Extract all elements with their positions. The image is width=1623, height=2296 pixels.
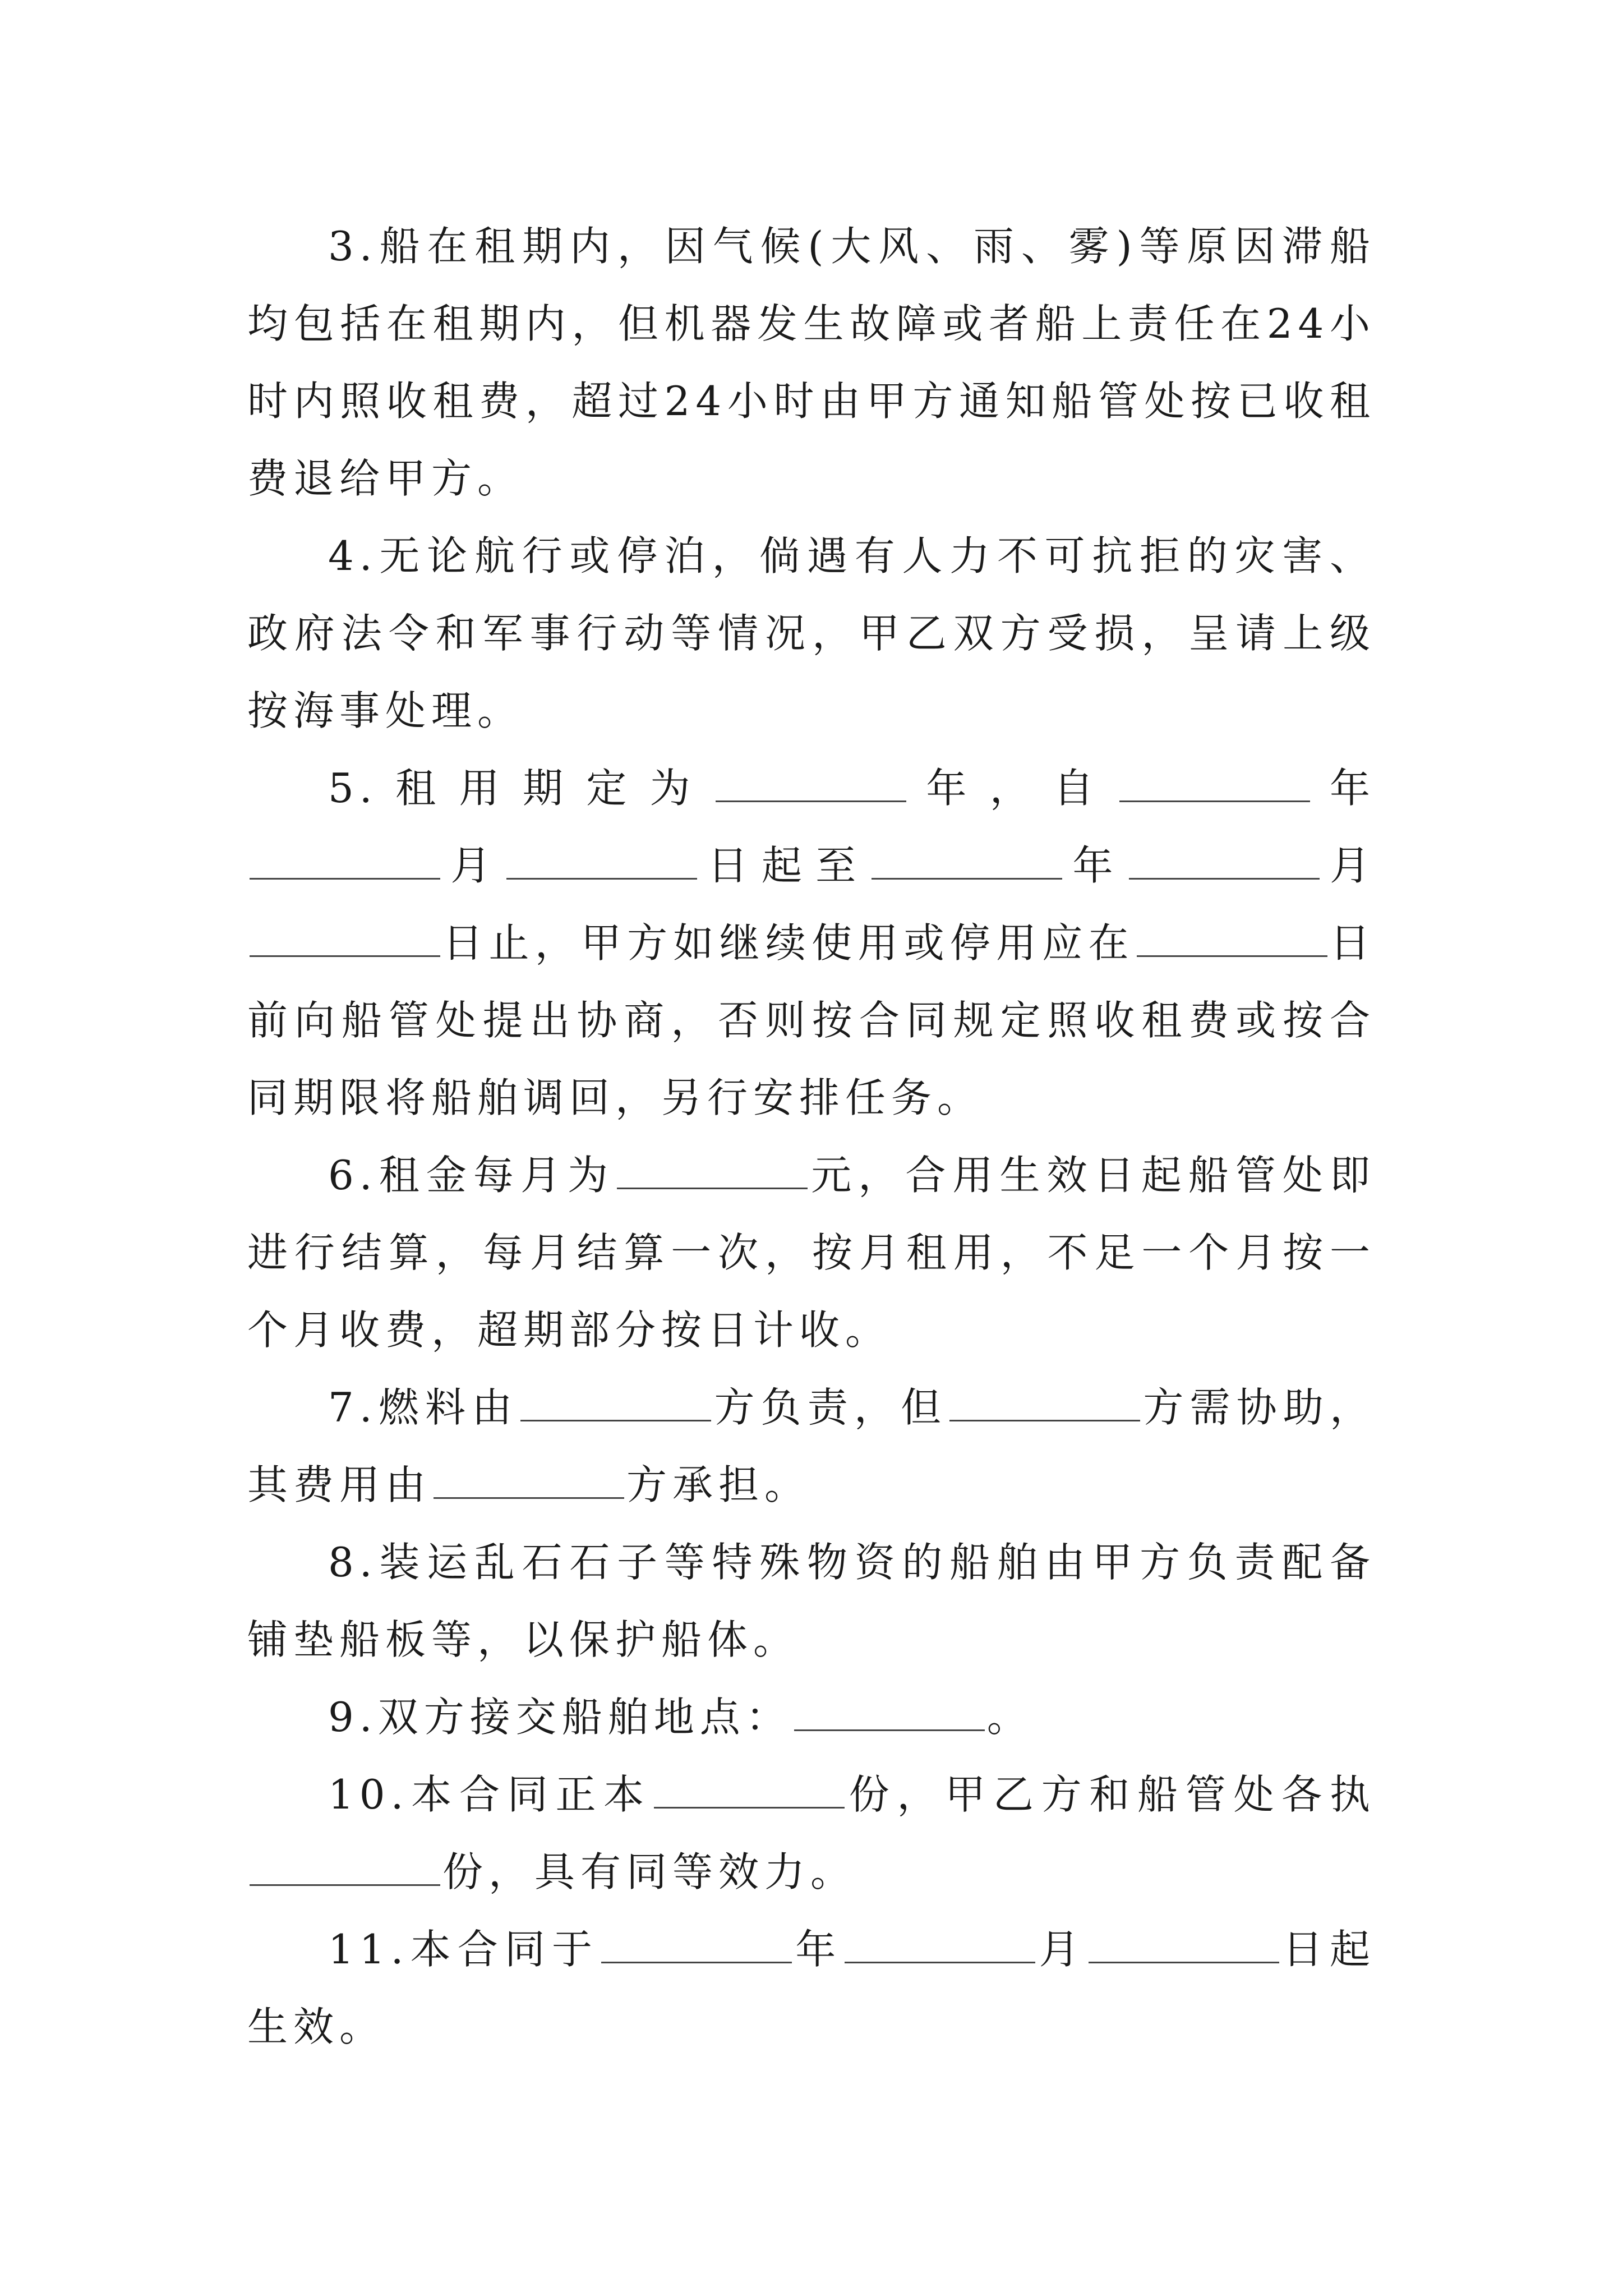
clause-text: 年，自 bbox=[909, 765, 1117, 812]
blank-field[interactable] bbox=[949, 1386, 1140, 1421]
clause-7 bbox=[247, 1369, 1376, 1524]
clause-10 bbox=[247, 1756, 1376, 1911]
clause-text: 方承担。 bbox=[626, 1461, 811, 1508]
clause-text: 方需协助，其费用由 bbox=[247, 1384, 1376, 1508]
clause-text: 月 bbox=[1321, 842, 1376, 889]
blank-field[interactable] bbox=[794, 1696, 985, 1731]
blank-field[interactable] bbox=[250, 1851, 440, 1886]
blank-field[interactable] bbox=[1089, 1928, 1279, 1963]
blank-field[interactable] bbox=[506, 844, 697, 880]
blank-field[interactable] bbox=[716, 767, 906, 802]
clause-text: 。 bbox=[986, 1694, 1033, 1741]
clause-text: 份，具有同等效力。 bbox=[442, 1848, 857, 1895]
blank-field[interactable] bbox=[654, 1773, 845, 1809]
blank-field[interactable] bbox=[250, 844, 440, 880]
clause-6 bbox=[247, 1137, 1376, 1369]
blank-field[interactable] bbox=[1137, 922, 1327, 957]
contract-body bbox=[247, 208, 1376, 2065]
clause-text: 7.燃料由 bbox=[328, 1384, 519, 1431]
clause-text: 10.本合同正本 bbox=[328, 1771, 652, 1818]
clause-text: 8.装运乱石石子等特殊物资的船舶由甲方负责配备铺垫船板等，以保护船体。 bbox=[247, 1539, 1376, 1663]
blank-field[interactable] bbox=[872, 844, 1062, 880]
clause-text: 9.双方接交船舶地点： bbox=[328, 1694, 792, 1741]
clause-text: 日前向船管处提出协商，否则按合同规定照收租费或按合同期限将船舶调回，另行安排任务。 bbox=[247, 919, 1376, 1121]
clause-text: 日起至 bbox=[699, 842, 870, 889]
clause-text: 6.租金每月为 bbox=[328, 1152, 615, 1199]
clause-11 bbox=[247, 1911, 1376, 2065]
clause-text: 11.本合同于 bbox=[328, 1926, 600, 1973]
clause-text: 日起生效。 bbox=[247, 1926, 1376, 2050]
clause-text: 份，甲乙方和船管处各执 bbox=[846, 1771, 1376, 1818]
clause-text: 年 bbox=[1064, 842, 1127, 889]
clause-text: 年 bbox=[794, 1926, 843, 1973]
blank-field[interactable] bbox=[1119, 767, 1310, 802]
clause-text: 元，合用生效日起船管处即进行结算，每月结算一次，按月租用，不足一个月按一个月收费，超期部分按日计收。 bbox=[247, 1152, 1376, 1354]
clause-5 bbox=[247, 749, 1376, 1137]
clause-text: 3.船在租期内，因气候(大风、雨、雾)等原因滞船均包括在租期内，但机器发生故障或者船上责任在24小时内照收租费，超过24小时由甲方通知船管处按已收租费退给甲方。 bbox=[247, 223, 1376, 502]
clause-8 bbox=[247, 1524, 1376, 1678]
clause-text: 5.租用期定为 bbox=[328, 765, 714, 812]
clause-text: 日止，甲方如继续使用或停用应在 bbox=[442, 919, 1135, 967]
clause-4 bbox=[247, 517, 1376, 749]
clause-text: 4.无论航行或停泊，倘遇有人力不可抗拒的灾害、政府法令和军事行动等情况，甲乙双方受损，呈请上级按海事处理。 bbox=[247, 532, 1376, 734]
blank-field[interactable] bbox=[520, 1386, 711, 1421]
clause-text: 月 bbox=[1038, 1926, 1086, 1973]
blank-field[interactable] bbox=[845, 1928, 1035, 1963]
clause-3 bbox=[247, 208, 1376, 517]
clause-text: 月 bbox=[442, 842, 505, 889]
clause-text: 方负责，但 bbox=[713, 1384, 948, 1431]
blank-field[interactable] bbox=[250, 922, 440, 957]
blank-field[interactable] bbox=[1129, 844, 1320, 880]
clause-text: 年 bbox=[1312, 765, 1376, 812]
blank-field[interactable] bbox=[601, 1928, 792, 1963]
blank-field[interactable] bbox=[617, 1154, 808, 1189]
clause-9 bbox=[247, 1678, 1376, 1756]
blank-field[interactable] bbox=[434, 1464, 624, 1499]
